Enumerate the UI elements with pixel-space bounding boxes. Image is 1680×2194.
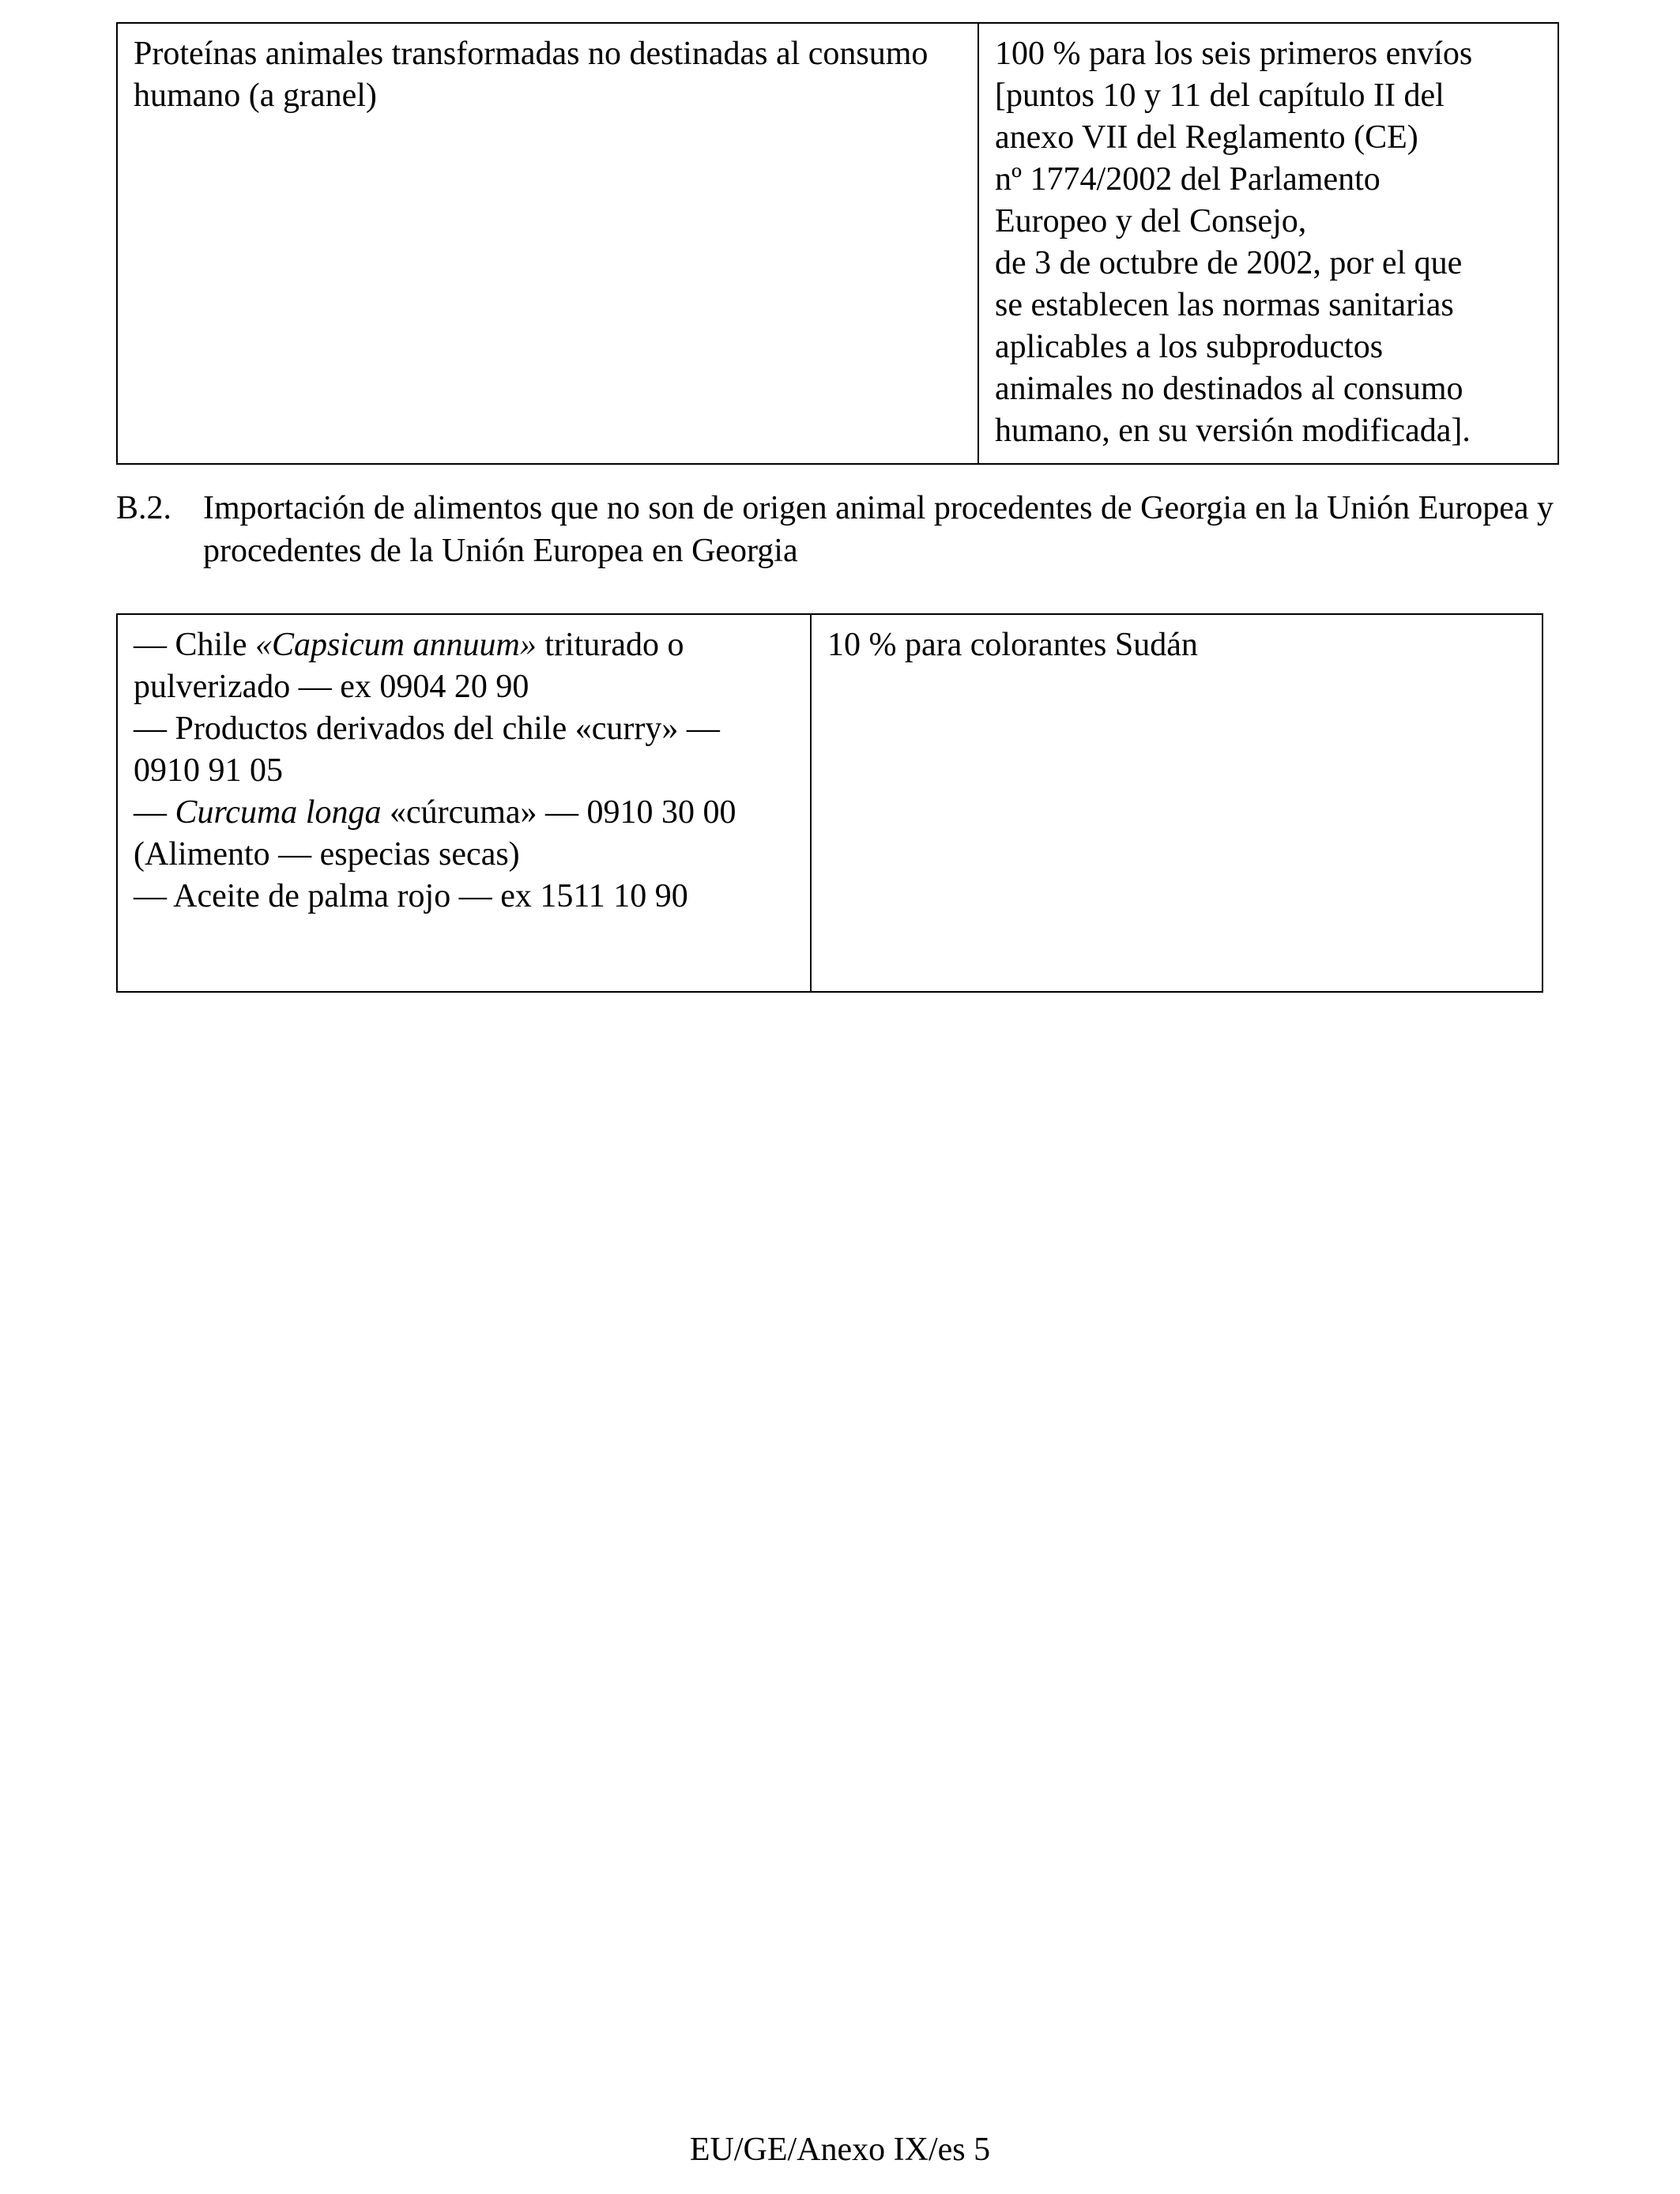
frequency-line: se establecen las normas sanitarias	[995, 287, 1454, 323]
control-frequency-cell	[811, 614, 1543, 992]
product-line-palm-oil: — Aceite de palma rojo — ex 1511 10 90	[134, 878, 688, 914]
section-title: Importación de alimentos que no son de origen animal procedentes de Georgia en la Unión Europea y procedentes de la Unión Europea en Georgia	[203, 490, 1554, 569]
frequency-line: animales no destinados al consumo	[995, 371, 1463, 407]
control-table-non-animal-foods	[116, 613, 1543, 993]
table-row	[117, 614, 1543, 992]
product-line-curcuma	[134, 792, 794, 834]
table-row	[117, 23, 1558, 464]
text-fragment: — Chile	[134, 627, 255, 663]
text-fragment: «cúrcuma» — 0910 30 00	[381, 794, 736, 831]
species-name: Curcuma longa	[175, 794, 382, 831]
frequency-line: aplicables a los subproductos	[995, 329, 1384, 365]
product-cell	[117, 23, 978, 464]
section-heading	[116, 487, 1562, 572]
frequency-line: anexo VII del Reglamento (CE)	[995, 119, 1418, 156]
page-footer: EU/GE/Anexo IX/es 5	[689, 2132, 991, 2168]
control-frequency-cell	[978, 23, 1558, 464]
control-table-animal-proteins	[116, 22, 1559, 465]
frequency-line: nº 1774/2002 del Parlamento	[995, 161, 1381, 198]
frequency-line: 100 % para los seis primeros envíos	[995, 36, 1473, 72]
section-number: B.2.	[116, 490, 172, 526]
frequency-line: de 3 de octubre de 2002, por el que	[995, 245, 1463, 281]
frequency-line: [puntos 10 y 11 del capítulo II del	[995, 77, 1445, 114]
product-text: Proteínas animales transformadas no destinadas al consumo humano (a granel)	[134, 36, 929, 114]
text-fragment: triturado o pulverizado — ex 0904 20 90	[134, 627, 684, 705]
product-line-curry: — Productos derivados del chile «curry» — 0910 91 05	[134, 711, 720, 789]
frequency-line: Europeo y del Consejo,	[995, 203, 1307, 239]
frequency-line: humano, en su versión modificada].	[995, 413, 1471, 449]
species-name: «Capsicum annuum»	[255, 627, 537, 663]
product-cell	[117, 614, 811, 992]
frequency-text: 10 % para colorantes Sudán	[827, 627, 1198, 663]
product-line-chile	[134, 624, 794, 708]
text-fragment: —	[134, 794, 175, 831]
product-line-category: (Alimento — especias secas)	[134, 836, 520, 873]
